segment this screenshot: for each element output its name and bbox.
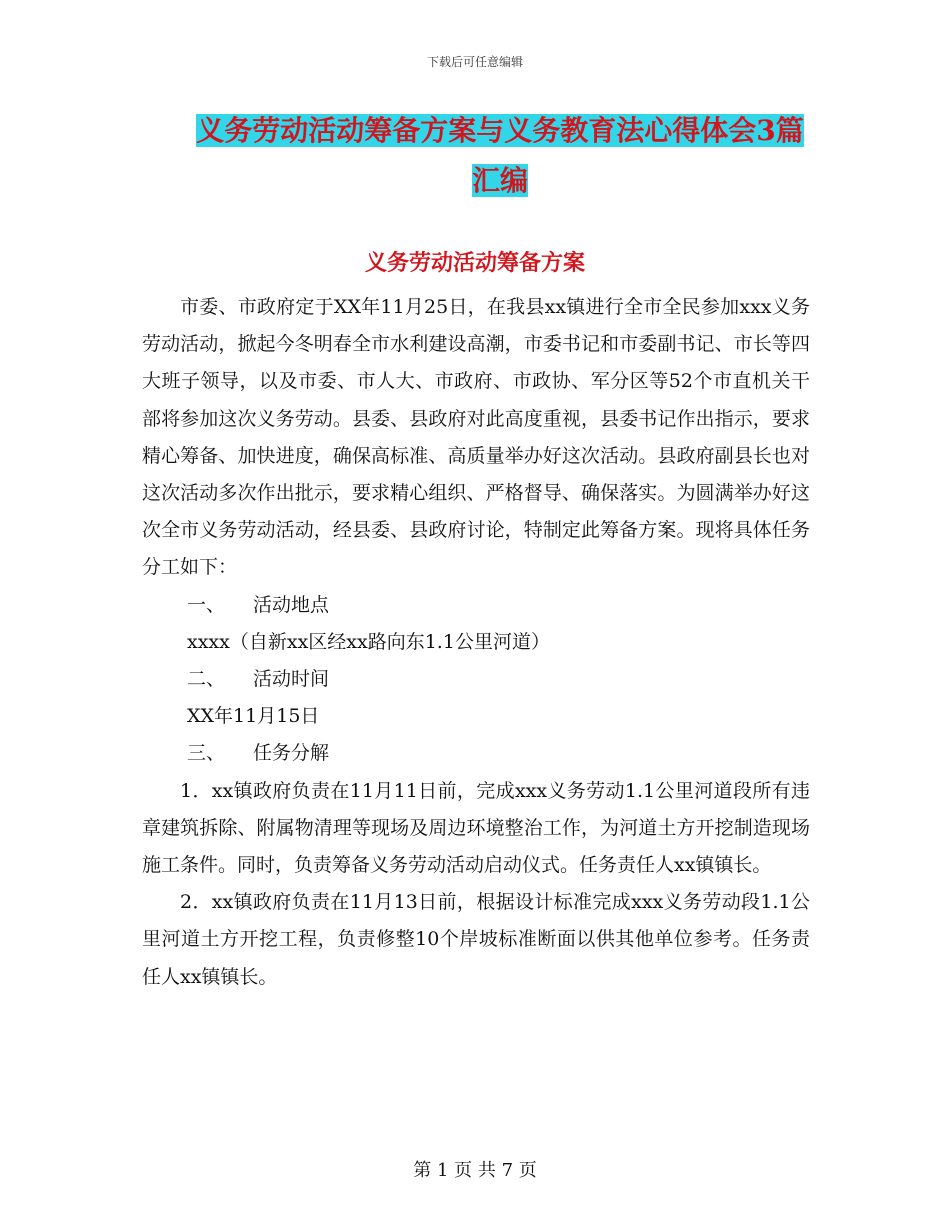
document-title <box>195 106 805 206</box>
page-header: 下载后可任意编辑 <box>426 55 523 69</box>
page-footer: 第 1 页 共 7 页 <box>413 1160 537 1181</box>
location-text: xxxx（自新xx区经xx路向东1.1公里河道） <box>187 630 550 653</box>
document-title-text: 义务劳动活动筹备方案与义务教育法心得体会3篇汇编 <box>196 114 804 197</box>
time-text: XX年11月15日 <box>187 705 320 728</box>
heading-label: 活动时间 <box>253 668 330 691</box>
heading-number: 三、 <box>187 742 226 765</box>
task-paragraph-2: 2．xx镇政府负责在11月13日前，根据设计标准完成xxx义务劳动段1.1公里河道土方开挖工程，负责修整10个岸坡标准断面以供其他单位参考。任务责任人xx镇镇长。 <box>142 891 810 988</box>
heading-location <box>142 587 810 624</box>
heading-number: 一、 <box>187 593 226 616</box>
section-title: 义务劳动活动筹备方案 <box>364 250 585 276</box>
intro-paragraph: 市委、市政府定于XX年11月25日，在我县xx镇进行全市全民参加xxx义务劳动活动，掀起今冬明春全市水利建设高潮，市委书记和市委副书记、市长等四大班子领导，以及市委、市人大、市政府、市政协、军分区等52个市直机关干部将参加这次义务劳动。县委、县政府对此高度重视，县委书记作出指示，要求精心筹备、加快进度，确保高标准、高质量举办好这次活动。县政府副县长也对这次活动多次作出批示，要求精心组织、严格督导、确保落实。为圆满举办好这次全市义务劳动活动，经县委、县政府讨论，特制定此筹备方案。现将具体任务分工如下： <box>142 296 810 579</box>
heading-label: 活动地点 <box>253 593 330 616</box>
document-body <box>142 289 810 996</box>
heading-number: 二、 <box>187 668 226 691</box>
task-paragraph-1: 1．xx镇政府负责在11月11日前，完成xxx义务劳动1.1公里河道段所有违章建筑拆除、附属物清理等现场及周边环境整治工作，为河道土方开挖制造现场施工条件。同时，负责筹备义务劳动活动启动仪式。任务责任人xx镇镇长。 <box>142 779 810 877</box>
heading-label: 任务分解 <box>253 742 330 765</box>
heading-time <box>142 661 810 698</box>
heading-tasks <box>142 735 810 772</box>
